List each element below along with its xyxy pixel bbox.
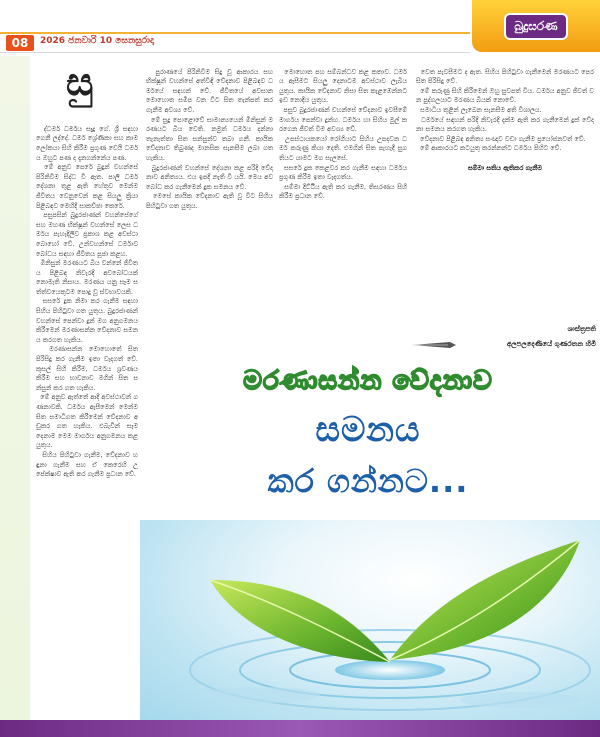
water-ripple-graphic <box>140 520 600 720</box>
byline <box>466 325 596 349</box>
article-column-2 <box>146 58 273 348</box>
drop-cap: සු <box>66 59 94 104</box>
column-4-text: වෙත පැවසීමට ද ඇත. සිහිය පිහිටුවා ගැනීමෙන් මරණයට පෙර සිත පිරිසිදු වේ. මේ කරුණු සිහි කිරීමෙන් ඔහු සුවපත් විය. ධර්මය අනුව ජීවත් වන පුද්ගලයාට මරණය බියක් නොවේ. සමාධිය තුළින් ලැබෙන සැනසීම අති විශාලය. ධර්මයේ සඳහන් පරිදි නිවැරදි දැක්ම ඇති කර ගැනීමෙන් දුක් වේදනා සමනය කරගත හැකිය. වේදනාව පිළිබඳ අනිත්‍ය සංඥාව වඩා ගැනීම ප්‍රයෝජනවත් වේ. මේ ආකාරයට කටයුතු කරන්නන්ට ධර්මය පිහිට වේ. <box>416 67 594 153</box>
byline-role: ශාස්ත්‍රපති <box>567 325 596 333</box>
left-decorative-strip <box>0 56 30 720</box>
footer-bar <box>0 720 600 737</box>
article-column-1 <box>36 58 138 673</box>
column-2-text: පුරාණයේ පිරිනිවීම සිදු වූ ආකාරය සහ භික්ෂූන් වහන්සේ අත්විඳි වේදනාව පිළිබඳව ධර්මයේ සඳහන් වේ. ජීවිතයේ අවසාන මොහොත සමීප වන විට සිත තැන්පත් කර ගැනීම අවශ්‍ය වේ. මේ සුදු පොළොවේ සාමාන්‍යයෙන් මිනිසුන් මරණයට බිය වෙති. නමුත් ධර්මය දන්නා තැනැත්තා සිත සන්සුන්ව තබා ගනී. කායික වේදනාව තිබුණද මානසික සැනසීම ලබා ගත හැකිය. බුදුරජාණන් වහන්සේ දේශනා කළ පරිදි වේදනාව අනිත්‍යය. එය ඉපදී නැති වී යයි. මෙය අවබෝධ කර ගැනීමෙන් දුක සමනය වේ. මෙසේ කායික වේදනාව ඇති වූ විට සිහිය පිහිටුවා ගත යුතුය. <box>146 67 273 210</box>
water-illustration <box>140 520 600 720</box>
page-header <box>0 0 600 52</box>
leaf-right <box>390 540 580 660</box>
page-number: 08 <box>6 35 34 51</box>
column-4-subtitle: සම්මා සතිය ඇතිකර ගැනීම <box>467 163 543 172</box>
title-line-3: කර ගන්නට... <box>267 462 469 500</box>
article-column-3 <box>279 58 407 348</box>
header-rule-bottom <box>0 52 470 53</box>
masthead-title: බුදුසරණ <box>504 13 567 40</box>
column-1-text: ද්ධර්ම ධර්මය සෑදූ ගේ. ශ්‍රී සඳහා ගෙනී ලද්දේ. ධර්ම ශ්‍රේණිකා සහ කාම ලෝකයා සිහි කිරීම ප්‍රගුණ වෙයි ධර්මය ඔහුට පණ ද දැනගන්නේය පණ. මේ අනුව පෙරේ බුදුන් වහන්සේ පිරිනිවීම සිද්ධ වී ඇත. පාලි ධර්ම දේශනා තුළ ඇති හේතුව මෙන්ම ජීවිතය වෙනුවෙන් කළ සියලු ක්‍රියා පිළිබඳව මෙහිදී සාකච්ඡා කෙරේ. පසුපසින් බුදුරජාණන් වහන්සේගේ සහ මහණ භික්ෂූන් වහන්සේ ලෙස ධර්මය පැහැදිලිව ප්‍රකාශ කළ අවස්ථා බොහෝ වේ. උන්වහන්සේ ධර්මාවබෝධය සඳහා ජීවිතය පූජා කළහ. මිනිසුන් මරණයට බිය වන්නේ ජීවිතය පිළිබඳ නිවැරදි අවබෝධයක් නොමැති නිසාය. මරණය යනු සෑම සත්ත්වයෙකුටම පොදු වූ ස්වභාවයකි. සසරේ දුක නිමා කර ගැනීම සඳහා සිහිය පිහිටුවා ගත යුතුය. බුදුරජාණන් වහන්සේ පෙන්වා දුන් මග අනුගමනය කිරීමෙන් මරණාසන්න වේදනාව සමනය කරගත හැකිය. මරණාසන්න මොහොතේ සිත පිරිසිදු කර ගැනීම ඉතා වැදගත් වේ. කුසල් සිහි කිරීම, ධර්මය ශ්‍රවණය කිරීම සහ භාවනාව මගින් සිත සන්සුන් කර ගත හැකිය. මේ අනුව ඇත්තේ ආදී අවස්ථාවන් ගණනාවකි. ධර්මය ඇසීමෙන් මෙන්ම සිත සමාධිගත කිරීමෙන් වේදනාව අඩුකර ගත හැකිය. එබැවින් සෑම දෙනාම මෙම මාර්ගය අනුගමනය කළ යුතුය. සිහිය පිහිටුවා ගැනීම, වේදනාව හඳුනා ගැනීම සහ ඒ කෙරෙහි උපේක්ෂාව ඇති කර ගැනීම ප්‍රධාන වේ. <box>36 124 138 479</box>
masthead-logo <box>472 0 600 52</box>
dateline: 2026 ජනවාරි 10 සෙනසුරාදා <box>40 36 155 46</box>
article-column-4 <box>416 58 594 343</box>
dropcap-spacer <box>36 77 138 115</box>
header-rule <box>0 32 470 34</box>
column-3-text: මොහොත පහ සම්බන්ධව කළ කතාව. ධර්මය ඇසීමට සියලු දෙනාටම අවස්ථාව ලැබිය යුතුය. කායික වේදනාව නිසා සිත කැළඹෙන්නට ඉඩ නොදිය යුතුය. පසුව බුදුරජාණන් වහන්සේ වේදනාව ඉවසීමේ මාර්ගය පෙන්වා දුන්හ. ධර්මය හා සිහිය මුල් කරගෙන ජීවත් වීම අවශ්‍ය වේ. උපස්ථායකයෝ රෝගියාට සිහිය උපදවන ධර්ම කරුණු කියා දෙති. එමගින් සිත පැහැදී සුගතියට යාමට මග සැලසේ. සසරේ දුක කෙළවර කර ගැනීම සඳහා ධර්මය ප්‍රගුණ කිරීම ඉතා වැදගත්ය. සම්මා දිට්ඨිය ඇති කර ගැනීම, තිසරණය සිහි කිරීම ප්‍රධාන වේ. <box>279 67 407 201</box>
leaf-left <box>210 580 390 662</box>
pen-nib-icon <box>410 340 458 350</box>
byline-name: අලපලදෙණියේ ගුණරතන හිමි <box>506 340 596 348</box>
title-line-1: මරණාසන්න වේදනාව <box>243 366 493 396</box>
title-line-2: සමනය <box>315 410 421 450</box>
